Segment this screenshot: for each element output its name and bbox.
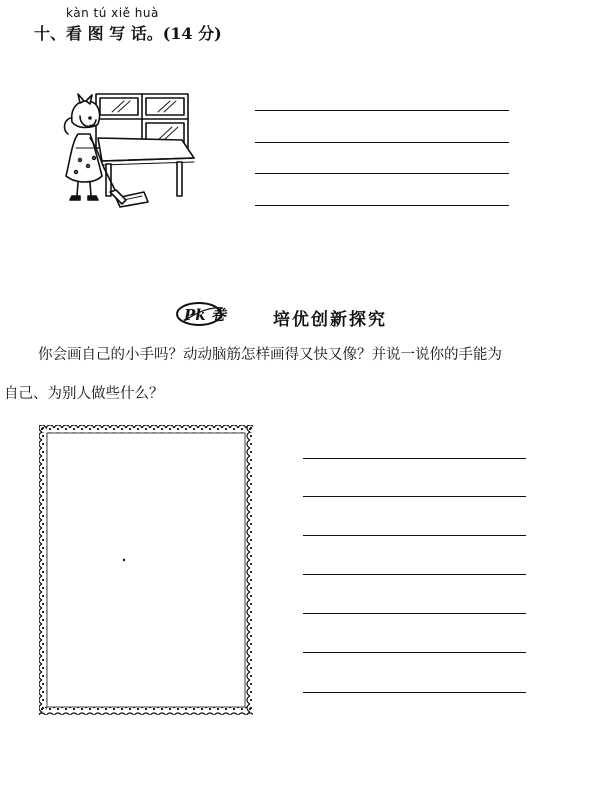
question-title [34,21,222,44]
writing-line[interactable] [255,110,509,111]
drawing-frame[interactable] [38,424,254,716]
girl-sweeping-illustration [60,88,200,213]
prompt-line-2: 自己、为别人做些什么？ [4,386,164,402]
writing-line[interactable] [303,496,526,497]
question-title-text: 十、看 图 写 话。 [34,24,163,43]
writing-line[interactable] [255,205,509,206]
prompt-line-1: 你会画自己的小手吗？动动脑筋怎样画得又快又像？并说一说你的手能为 [38,347,502,363]
writing-line[interactable] [255,173,509,174]
pinyin-annotation: kàn tú xiě huà [66,6,159,20]
writing-line[interactable] [303,692,526,693]
section-badge-label: Pk 卷 [184,306,226,324]
writing-line[interactable] [303,535,526,536]
writing-line[interactable] [303,458,526,459]
writing-line[interactable] [255,142,509,143]
writing-line[interactable] [303,613,526,614]
question-points: (14 分) [162,24,222,43]
section-heading [175,298,435,334]
writing-line[interactable] [303,652,526,653]
section-title: 培优创新探究 [273,310,387,330]
writing-line[interactable] [303,574,526,575]
